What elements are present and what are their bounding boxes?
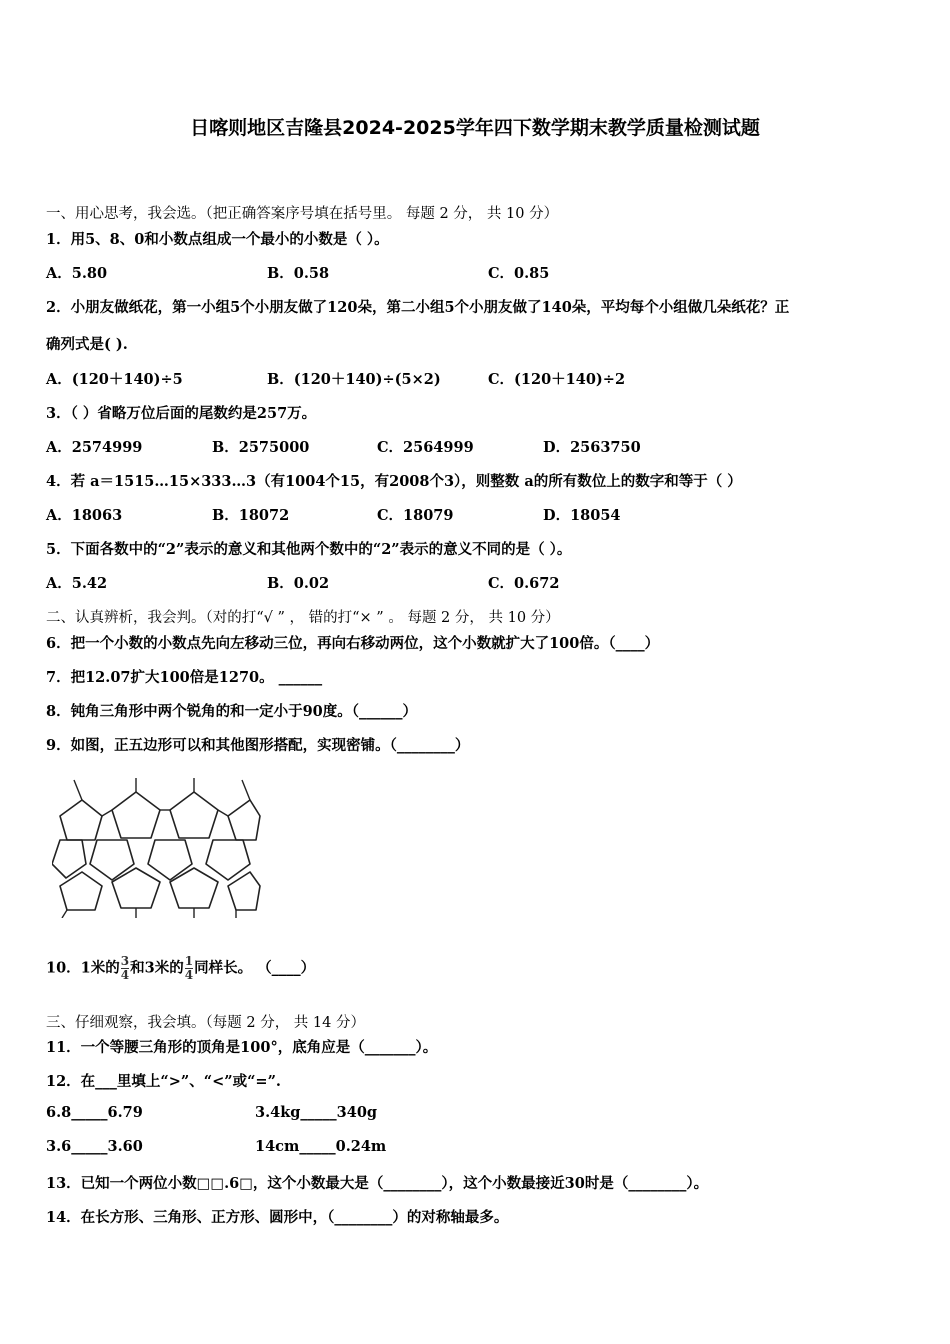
question-2-line-2: 确列式是( ). [46,336,128,353]
tile-pentagon [90,840,134,880]
fraction-numerator: 3 [120,954,130,968]
question-9: 9．如图，正五边形可以和其他图形搭配，实现密铺。（________） [46,737,470,754]
q10-text-start: 10．1米的 [46,959,120,977]
tile-pentagon [170,792,218,838]
tile-pentagon [228,872,260,910]
q10-text-middle: 和3米的 [130,959,184,977]
fraction-three-quarters [121,955,129,982]
question-8: 8．钝角三角形中两个锐角的和一定小于90度。（______） [46,703,418,720]
tile-pentagon [228,800,260,840]
q2-option-a: A．(120＋140)÷5 [46,371,183,388]
fraction-denominator: 4 [184,968,194,982]
q12-item-3: 3.6_____3.60 [46,1138,143,1155]
q1-option-c: C．0.85 [488,265,550,282]
question-4: 4．若 a＝1515…15×333…3（有1004个15，有2008个3），则整数 a的所有数位上的数字和等于（ ） [46,473,742,490]
question-7: 7．把12.07扩大100倍是1270。 ______ [46,669,323,686]
q1-option-b: B．0.58 [267,265,330,282]
question-2-line-1: 2．小朋友做纸花，第一小组5个小朋友做了120朵，第二小组5个小朋友做了140朵，平均每个小组做几朵纸花？正 [46,299,790,316]
section-2-heading: 二、认真辨析，我会判。（对的打“√ ” ， 错的打“× ” 。 每题 2 分， 共 10 分） [46,610,560,626]
section-1-heading: 一、用心思考，我会选。（把正确答案序号填在括号里。 每题 2 分， 共 10 分） [46,206,559,222]
q2-option-b: B．(120＋140)÷(5×2) [267,371,441,388]
tile-pentagon [148,840,192,880]
tile-pentagon [112,792,160,838]
q12-item-2: 3.4kg_____340g [255,1104,378,1121]
q3-option-b: B．2575000 [212,439,310,456]
fraction-one-quarter [185,955,193,982]
q4-option-b: B．18072 [212,507,290,524]
question-6: 6．把一个小数的小数点先向左移动三位，再向右移动两位，这个小数就扩大了100倍。（____） [46,635,660,652]
q4-option-d: D．18054 [543,507,621,524]
question-1: 1．用5、8、0和小数点组成一个最小的小数是（ ）。 [46,231,389,248]
question-13: 13．已知一个两位小数□□.6□，这个小数最大是（________），这个小数最接近30时是（________）。 [46,1175,709,1192]
q12-item-1: 6.8_____6.79 [46,1104,143,1121]
q4-option-c: C．18079 [377,507,454,524]
q12-item-4: 14cm_____0.24m [255,1138,387,1155]
question-3: 3．（ ）省略万位后面的尾数约是257万。 [46,405,317,422]
tile-pentagon [60,800,102,840]
q3-option-c: C．2564999 [377,439,474,456]
q3-option-a: A．2574999 [46,439,143,456]
question-11: 11．一个等腰三角形的顶角是100°，底角应是（_______）。 [46,1039,438,1056]
section-3-heading: 三、仔细观察，我会填。（每题 2 分， 共 14 分） [46,1015,365,1031]
q4-option-a: A．18063 [46,507,123,524]
fraction-numerator: 1 [184,954,194,968]
question-12: 12．在___里填上“>”、“<”或“=”. [46,1073,281,1090]
q2-option-c: C．(120＋140)÷2 [488,371,626,388]
q3-option-d: D．2563750 [543,439,641,456]
fraction-denominator: 4 [120,968,130,982]
question-14: 14．在长方形、三角形、正方形、圆形中，（________）的对称轴最多。 [46,1209,509,1226]
question-10 [46,955,315,982]
pentagon-tiling-figure [52,778,262,918]
q1-option-a: A．5.80 [46,265,108,282]
q5-option-a: A．5.42 [46,575,108,592]
page-title: 日喀则地区吉隆县2024-2025学年四下数学期末教学质量检测试题 [190,117,760,139]
tile-pentagon [206,840,250,880]
q5-option-b: B．0.02 [267,575,330,592]
q10-text-end: 同样长。 （____） [194,959,316,977]
question-5: 5．下面各数中的“2”表示的意义和其他两个数中的“2”表示的意义不同的是（ ）。 [46,541,572,558]
q5-option-c: C．0.672 [488,575,560,592]
